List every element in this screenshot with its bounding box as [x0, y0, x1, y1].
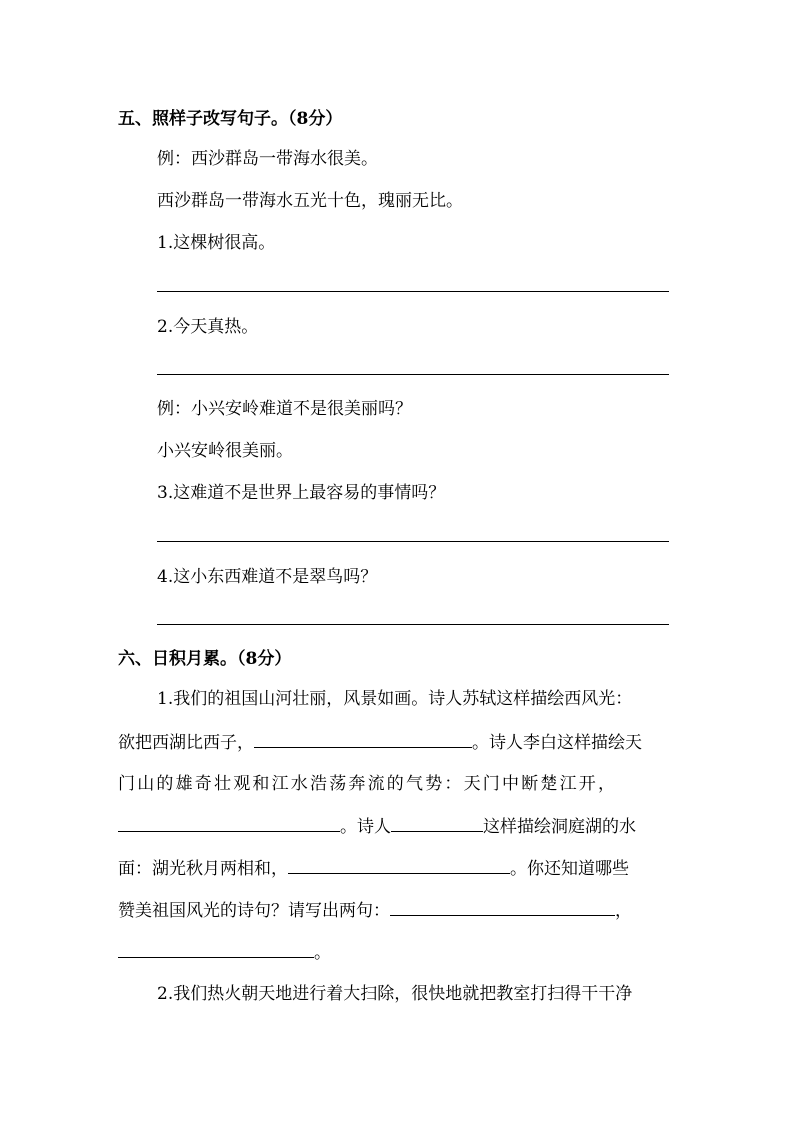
text-segment: 赞美祖国风光的诗句？请写出两句： — [118, 901, 390, 921]
question-4: 4.这小东西难道不是翠鸟吗？ — [157, 567, 378, 587]
fill-blank-5[interactable] — [390, 899, 615, 916]
paragraph-1-line-2 — [118, 731, 642, 754]
section-6-heading: 六、日积月累。（8分） — [118, 649, 292, 669]
text-segment: 这样描绘洞庭湖的水 — [483, 817, 636, 837]
question-2: 2.今天真热。 — [157, 317, 259, 337]
question-1: 1.这棵树很高。 — [157, 233, 276, 253]
fill-blank-3[interactable] — [391, 815, 483, 832]
paragraph-1-line-1: 1.我们的祖国山河壮丽，风景如画。诗人苏轼这样描绘西风光： — [157, 689, 633, 709]
section-5-heading: 五、照样子改写句子。（8分） — [118, 109, 343, 129]
fill-blank-2[interactable] — [118, 815, 340, 832]
text-segment: 面：湖光秋月两相和， — [118, 859, 288, 879]
paragraph-1-line-7 — [118, 941, 331, 964]
paragraph-1-line-6 — [118, 899, 632, 922]
text-segment: 。 — [314, 943, 331, 963]
fill-blank-6[interactable] — [118, 941, 314, 958]
example-2-label: 例：小兴安岭难道不是很美丽吗？ — [157, 399, 412, 419]
example-1-answer: 西沙群岛一带海水五光十色，瑰丽无比。 — [157, 191, 463, 211]
text-segment: ， — [615, 901, 632, 921]
text-segment: 欲把西湖比西子， — [118, 733, 254, 753]
text-segment: 。诗人 — [340, 817, 391, 837]
fill-blank-1[interactable] — [254, 731, 472, 748]
paragraph-2-line-1: 2.我们热火朝天地进行着大扫除，很快地就把教室打扫得干干净 — [157, 984, 633, 1004]
answer-line-3[interactable] — [157, 541, 669, 542]
answer-line-1[interactable] — [157, 291, 669, 292]
question-3: 3.这难道不是世界上最容易的事情吗？ — [157, 483, 446, 503]
fill-blank-4[interactable] — [288, 857, 510, 874]
paragraph-1-line-3: 门山的雄奇壮观和江水浩荡奔流的气势：天门中断楚江开， — [118, 774, 618, 794]
answer-line-4[interactable] — [157, 624, 669, 625]
text-segment: 。诗人李白这样描绘天 — [472, 733, 642, 753]
paragraph-1-line-4 — [118, 815, 636, 838]
answer-line-2[interactable] — [157, 374, 669, 375]
example-2-answer: 小兴安岭很美丽。 — [157, 441, 293, 461]
paragraph-1-line-5 — [118, 857, 629, 880]
example-1-label: 例：西沙群岛一带海水很美。 — [157, 149, 378, 169]
text-segment: 。你还知道哪些 — [510, 859, 629, 879]
